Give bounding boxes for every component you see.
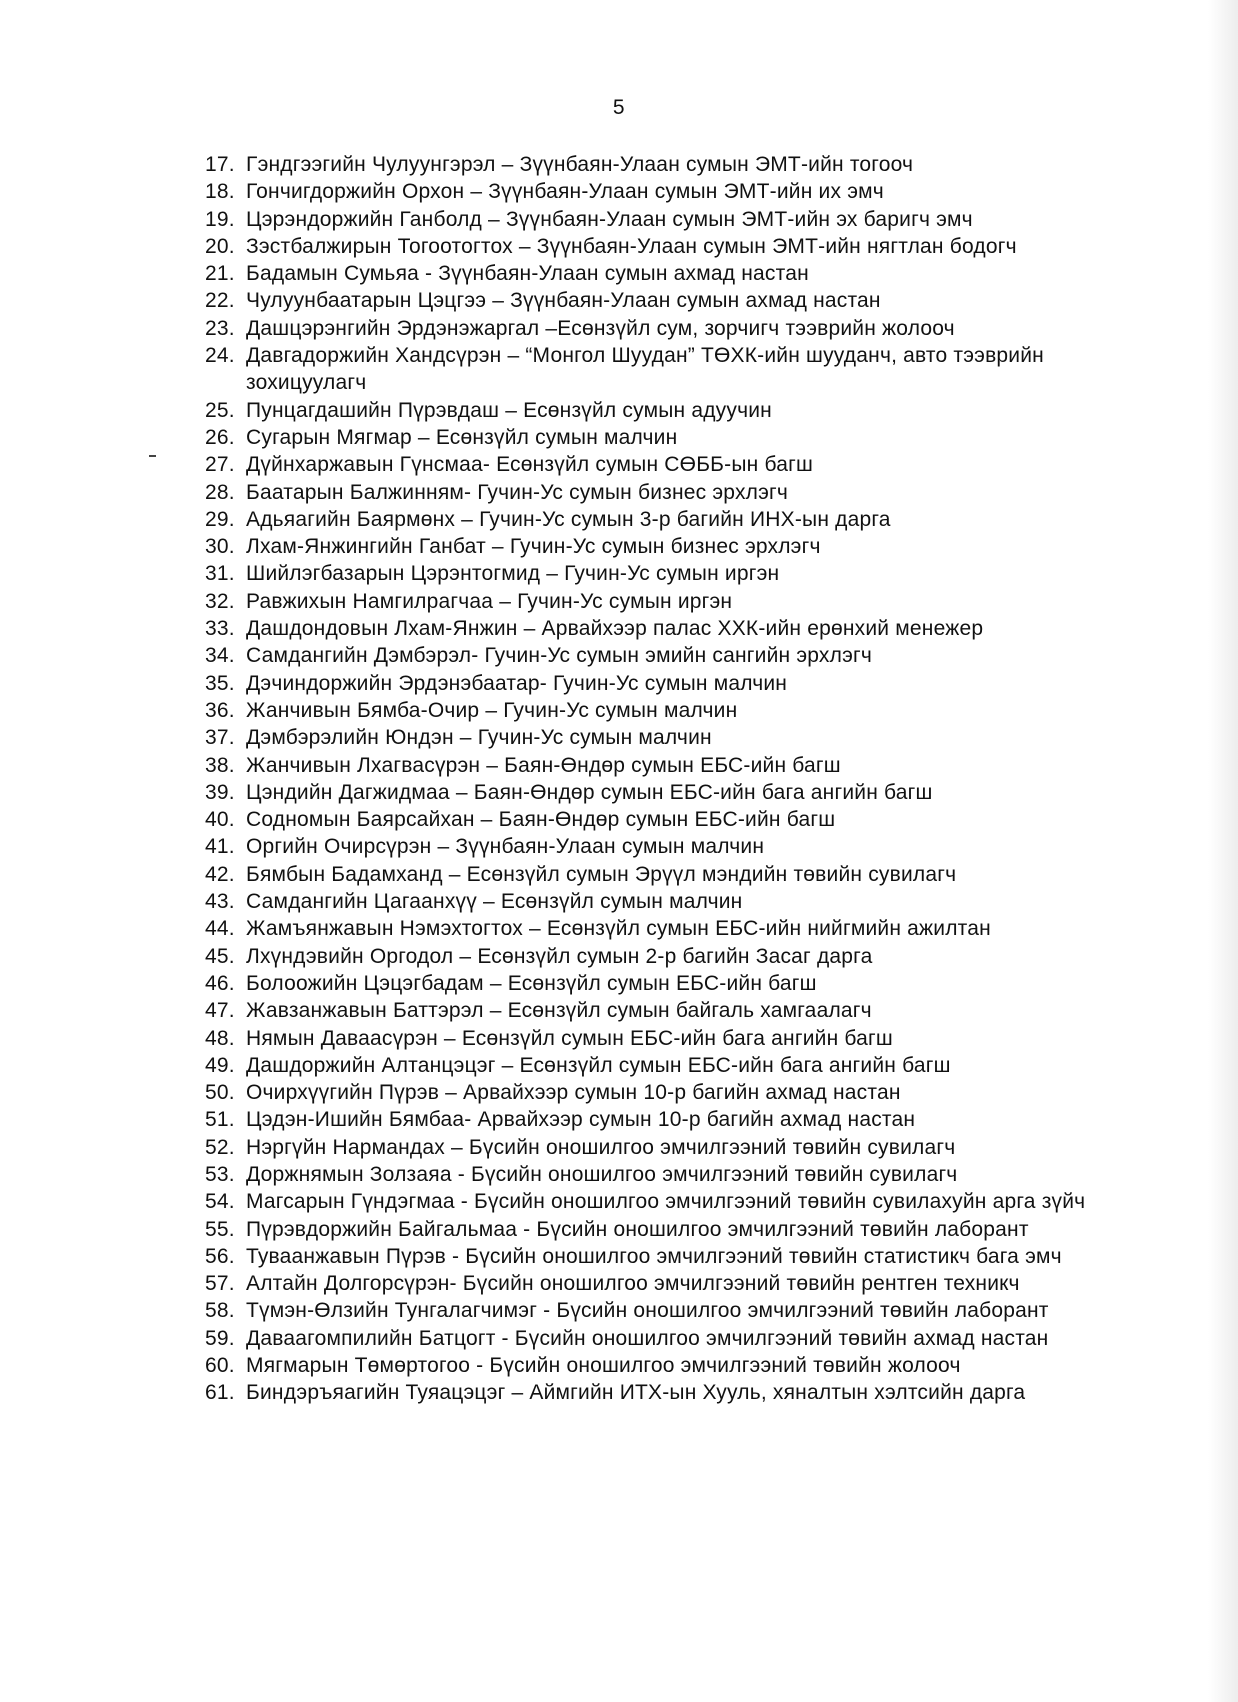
list-item-text: Дүйнхаржавын Гүнсмаа- Есөнзүйл сумын СӨББ-ын багш [246,453,814,477]
list-item-number: 34. [205,644,235,668]
list-item-text: Очирхүүгийн Пүрэв – Арвайхээр сумын 10-р багийн ахмад настан [246,1081,901,1105]
list-item-text: Самдангийн Цагаанхүү – Есөнзүйл сумын малчин [246,890,743,914]
list-item-number: 60. [205,1354,235,1378]
list-item-number: 24. [205,344,235,368]
list-item-number: 29. [205,507,235,531]
list-item-number: 23. [205,316,235,340]
list-item-text: Лхам-Янжингийн Ганбат – Гучин-Ус сумын бизнес эрхлэгч [246,535,821,559]
list-item [205,260,1135,287]
list-item-text: Биндэръяагийн Туяацэцэг – Аймгийн ИТХ-ын Хууль, хяналтын хэлтсийн дарга [246,1381,1026,1405]
list-item-text: Содномын Баярсайхан – Баян-Өндөр сумын ЕБС-ийн багш [246,808,836,832]
list-item-number: 48. [205,1026,235,1050]
margin-mark [149,455,156,457]
list-item-number: 35. [205,671,235,695]
list-item-number: 52. [205,1135,235,1159]
participant-list [205,151,1135,1407]
list-item-text: Адьяагийн Баярмөнх – Гучин-Ус сумын 3-р багийн ИНХ-ын дарга [246,507,891,531]
list-item [205,1188,1135,1215]
list-item-number: 49. [205,1053,235,1077]
list-item [205,697,1135,724]
list-item-text: Гончигдоржийн Орхон – Зүүнбаян-Улаан сумын ЭМТ-ийн их эмч [246,180,884,204]
list-item-text: Пунцагдашийн Пүрэвдаш – Есөнзүйл сумын адуучин [246,398,772,422]
list-item-text: Чулуунбаатарын Цэцгээ – Зүүнбаян-Улаан сумын ахмад настан [246,289,881,313]
list-item [205,206,1135,233]
scan-edge-shadow [1208,0,1238,1702]
list-item [205,1052,1135,1079]
list-item-number: 20. [205,234,235,258]
list-item-number: 37. [205,726,235,750]
list-item [205,424,1135,451]
list-item-number: 18. [205,180,235,204]
list-item [205,342,1135,397]
list-item [205,970,1135,997]
list-item [205,506,1135,533]
list-item [205,752,1135,779]
list-item [205,1297,1135,1324]
list-item-number: 46. [205,971,235,995]
list-item-text: Бадамын Сумьяа - Зүүнбаян-Улаан сумын ахмад настан [246,262,809,286]
list-item-number: 32. [205,589,235,613]
list-item-number: 22. [205,289,235,313]
list-item-number: 51. [205,1108,235,1132]
list-item-text: Баатарын Балжинням- Гучин-Ус сумын бизнес эрхлэгч [246,480,789,504]
list-item-text: Мягмарын Төмөртогоо - Бүсийн оношилгоо эмчилгээний төвийн жолооч [246,1354,961,1378]
list-item [205,479,1135,506]
list-item-number: 44. [205,917,235,941]
list-item-number: 21. [205,262,235,286]
list-item [205,588,1135,615]
list-item-number: 41. [205,835,235,859]
list-item-number: 39. [205,780,235,804]
list-item-number: 42. [205,862,235,886]
list-item [205,1106,1135,1133]
list-item [205,315,1135,342]
list-item [205,1161,1135,1188]
list-item-number: 53. [205,1162,235,1186]
list-item-text: Магсарын Гүндэгмаа - Бүсийн оношилгоо эмчилгээний төвийн сувилахуйн арга зүйч [246,1190,1086,1214]
list-item-number: 50. [205,1081,235,1105]
list-item-text: Цэдэн-Ишийн Бямбаа- Арвайхээр сумын 10-р багийн ахмад настан [246,1108,916,1132]
list-item-text: Жанчивын Лхагвасүрэн – Баян-Өндөр сумын ЕБС-ийн багш [246,753,841,777]
list-item-text: Дэчиндоржийн Эрдэнэбаатар- Гучин-Ус сумын малчин [246,671,788,695]
list-item-text: Зэстбалжирын Тогоотогтох – Зүүнбаян-Улаан сумын ЭМТ-ийн нягтлан бодогч [246,234,1017,258]
list-item-number: 59. [205,1326,235,1350]
list-item-number: 27. [205,453,235,477]
list-item-text: Оргийн Очирсүрэн – Зүүнбаян-Улаан сумын малчин [246,835,765,859]
list-item [205,997,1135,1024]
list-item-text: Даваагомпилийн Батцогт - Бүсийн оношилгоо эмчилгээний төвийн ахмад настан [246,1326,1049,1350]
list-item-number: 61. [205,1381,235,1405]
list-item-text: Самдангийн Дэмбэрэл- Гучин-Ус сумын эмийн сангийн эрхлэгч [246,644,872,668]
list-item-text: Нэргүйн Нармандах – Бүсийн оношилгоо эмчилгээний төвийн сувилагч [246,1135,956,1159]
list-item-text: Лхүндэвийн Оргодол – Есөнзүйл сумын 2-р багийн Засаг дарга [246,944,873,968]
list-item-text: Түмэн-Өлзийн Тунгалагчимэг - Бүсийн оношилгоо эмчилгээний төвийн лаборант [246,1299,1049,1323]
list-item [205,451,1135,478]
list-item [205,642,1135,669]
list-item-number: 56. [205,1244,235,1268]
list-item [205,888,1135,915]
page-number: 5 [612,96,626,119]
list-item-number: 25. [205,398,235,422]
list-item-number: 54. [205,1190,235,1214]
list-item [205,615,1135,642]
list-item-text: Давгадоржийн Хандсүрэн – “Монгол Шуудан” ТӨХК-ийн шууданч, авто тээврийн зохицуулагч [246,344,1044,395]
list-item [205,560,1135,587]
list-item-number: 30. [205,535,235,559]
list-item-text: Алтайн Долгорсүрэн- Бүсийн оношилгоо эмчилгээний төвийн рентген техникч [246,1272,1020,1296]
list-item-number: 58. [205,1299,235,1323]
list-item [205,1270,1135,1297]
list-item-number: 57. [205,1272,235,1296]
list-item-number: 38. [205,753,235,777]
list-item-number: 17. [205,153,235,176]
list-item [205,861,1135,888]
list-item [205,915,1135,942]
list-item-text: Доржнямын Золзаяа - Бүсийн оношилгоо эмчилгээний төвийн сувилагч [246,1162,958,1186]
list-item [205,833,1135,860]
list-item [205,1079,1135,1106]
list-item-text: Пүрэвдоржийн Байгальмаа - Бүсийн оношилгоо эмчилгээний төвийн лаборант [246,1217,1029,1241]
list-item-text: Жавзанжавын Баттэрэл – Есөнзүйл сумын байгаль хамгаалагч [246,999,872,1023]
list-item-text: Бямбын Бадамханд – Есөнзүйл сумын Эрүүл мэндийн төвийн сувилагч [246,862,957,886]
list-item [205,233,1135,260]
list-item [205,806,1135,833]
list-item [205,1379,1135,1406]
list-item [205,943,1135,970]
list-item [205,1243,1135,1270]
list-item-number: 47. [205,999,235,1023]
list-item [205,397,1135,424]
list-item-text: Цэндийн Дагжидмаа – Баян-Өндөр сумын ЕБС-ийн бага ангийн багш [246,780,933,804]
list-item [205,1134,1135,1161]
list-item [205,779,1135,806]
list-item-text: Дэмбэрэлийн Юндэн – Гучин-Ус сумын малчин [246,726,712,750]
list-item-text: Жамъянжавын Нэмэхтогтох – Есөнзүйл сумын ЕБС-ийн нийгмийн ажилтан [246,917,991,941]
list-item-text: Жанчивын Бямба-Очир – Гучин-Ус сумын малчин [246,698,738,722]
list-item [205,1216,1135,1243]
list-item-text: Гэндгээгийн Чулуунгэрэл – Зүүнбаян-Улаан сумын ЭМТ-ийн тогооч [246,153,914,176]
list-item-text: Дашдоржийн Алтанцэцэг – Есөнзүйл сумын ЕБС-ийн бага ангийн багш [246,1053,951,1077]
list-item-number: 26. [205,425,235,449]
list-item [205,533,1135,560]
list-item [205,178,1135,205]
list-item [205,670,1135,697]
list-item-text: Болоожийн Цэцэгбадам – Есөнзүйл сумын ЕБС-ийн багш [246,971,817,995]
list-item [205,1325,1135,1352]
list-item-number: 28. [205,480,235,504]
list-item-number: 31. [205,562,235,586]
list-item [205,1352,1135,1379]
list-item-number: 40. [205,808,235,832]
list-item-text: Равжихын Намгилрагчаа – Гучин-Ус сумын иргэн [246,589,733,613]
list-item [205,151,1135,178]
list-item-text: Дашдондовын Лхам-Янжин – Арвайхээр палас ХХК-ийн ерөнхий менежер [246,617,984,641]
list-item-text: Туваанжавын Пүрэв - Бүсийн оношилгоо эмчилгээний төвийн статистикч бага эмч [246,1244,1062,1268]
list-item-number: 43. [205,890,235,914]
list-item [205,287,1135,314]
list-item-text: Сугарын Мягмар – Есөнзүйл сумын малчин [246,425,678,449]
list-item-number: 36. [205,698,235,722]
list-item-text: Цэрэндоржийн Ганболд – Зүүнбаян-Улаан сумын ЭМТ-ийн эх баригч эмч [246,207,973,231]
list-item-text: Дашцэрэнгийн Эрдэнэжаргал –Есөнзүйл сум, зорчигч тээврийн жолооч [246,316,955,340]
list-item-number: 33. [205,617,235,641]
list-item-number: 45. [205,944,235,968]
list-item-text: Нямын Даваасүрэн – Есөнзүйл сумын ЕБС-ийн бага ангийн багш [246,1026,893,1050]
list-item-number: 19. [205,207,235,231]
list-item [205,1025,1135,1052]
list-item-number: 55. [205,1217,235,1241]
list-item [205,724,1135,751]
list-item-text: Шийлэгбазарын Цэрэнтогмид – Гучин-Ус сумын иргэн [246,562,780,586]
